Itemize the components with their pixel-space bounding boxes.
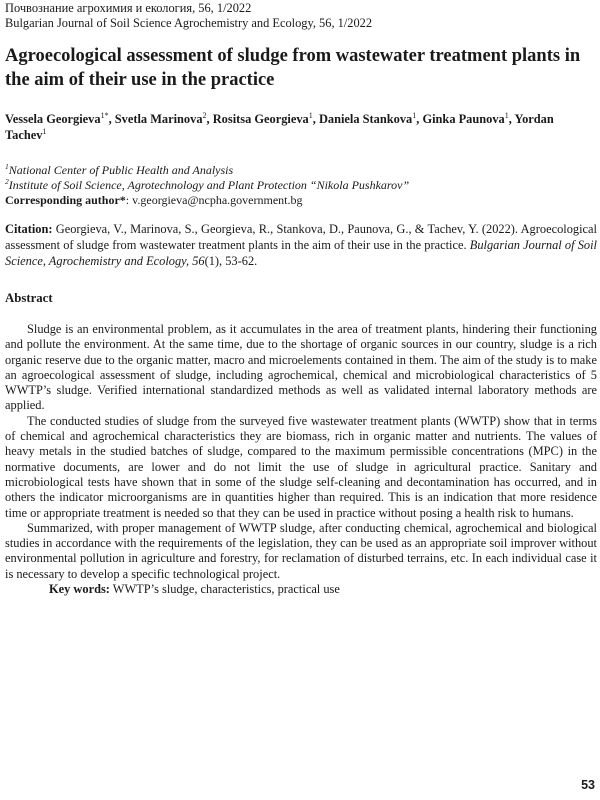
corresponding-author-email[interactable]: v.georgieva@ncpha.government.bg bbox=[132, 193, 303, 207]
page-number: 53 bbox=[581, 778, 595, 792]
citation-label: Citation: bbox=[5, 222, 53, 236]
author-affiliation-mark: 1 bbox=[42, 126, 47, 136]
affiliation-text: Institute of Soil Science, Agrotechnology and Plant Protection “Nikola Pushkarov” bbox=[8, 178, 410, 192]
citation-issue-pages: (1), 53-62. bbox=[204, 254, 258, 268]
article-title: Agroecological assessment of sludge from wastewater treatment plants in the aim of their use in the practice bbox=[5, 46, 581, 90]
keywords-label: Key words: bbox=[49, 582, 110, 597]
affiliation-text: National Center of Public Health and Analysis bbox=[8, 163, 234, 177]
citation-volume: 56 bbox=[192, 254, 205, 268]
author-affiliation-mark: 1 bbox=[504, 110, 509, 120]
affiliation-mark: 1 bbox=[5, 162, 9, 171]
abstract-body bbox=[5, 322, 597, 597]
author-list: Vessela Georgieva$^{1*}$, Svetla Marinova$^2$, Rositsa Georgieva$^1$, Daniela Stankova$^1$, Ginka Paunova$^1$, Yordan Tachev$^1$ bbox=[5, 110, 554, 142]
author-name: Yordan Tachev bbox=[5, 112, 554, 142]
author-name: Ginka Paunova bbox=[422, 112, 505, 126]
keywords-line bbox=[5, 582, 597, 597]
citation-block bbox=[5, 221, 597, 269]
corresponding-author: Corresponding author*: v.georgieva@ncpha.government.bg bbox=[5, 193, 303, 207]
author-affiliation-mark: 1 bbox=[412, 110, 417, 120]
author-name: Svetla Marinova bbox=[114, 112, 203, 126]
abstract-paragraph: Sludge is an environmental problem, as it accumulates in the area of treatment plants, hindering their functioning and pollute the environment. At the same time, due to the shortage of organic sources in our country, sludge is a rich organic reserve due to the organic matter, macro and microelements contained in them. The aim of the study is to make an agroecological assessment of sludge, including agrochemical, chemical and microbiological characteristics of 5 WWTP’s sludge. Verified international standardized methods as well as validated internal laboratory methods are applied. bbox=[5, 322, 597, 413]
author-name: Rositsa Georgieva bbox=[212, 112, 309, 126]
author-name: Daniela Stankova bbox=[318, 112, 413, 126]
keywords-text: WWTP’s sludge, characteristics, practical use bbox=[112, 582, 340, 597]
affiliation-mark: 2 bbox=[5, 177, 9, 186]
running-header-bulgarian: Почвознание агрохимия и екология, 56, 1/2022 bbox=[5, 1, 252, 15]
abstract-heading: Abstract bbox=[5, 291, 53, 305]
running-header-english: Bulgarian Journal of Soil Science Agrochemistry and Ecology, 56, 1/2022 bbox=[5, 16, 373, 30]
abstract-paragraph: Summarized, with proper management of WWTP sludge, after conducting chemical, agrochemical and biological studies in accordance with the requirements of the legislation, they can be used as an appropriate soil improver without environmental pollution in agriculture and forestry, for reclamation of disturbed terrains, etc. In each individual case it is necessary to develop a specific technological project. bbox=[5, 520, 597, 581]
abstract-paragraph: The conducted studies of sludge from the surveyed five wastewater treatment plants (WWTP) show that in terms of chemical and agrochemical characteristics they are biomass, rich in organic matter and nutrients. The values of heavy metals in the studied batches of sludge, compared to the maximum permissible concentrations (MPC) in the normative documents, are lower and do not limit the use of sludge in agricultural practice. Sanitary and microbiological tests have shown that in some of the sludge self-cleaning and decontamination has occurred, and in others the indicator microorganisms are in quantities higher than required. This is an indication that more residence time or appropriate treatment is needed so that they can be used in practice without posing a health risk to humans. bbox=[5, 413, 597, 520]
author-name: Vessela Georgieva bbox=[5, 112, 101, 126]
author-affiliation-mark: 1 bbox=[308, 110, 313, 120]
citation-journal: Bulgarian Journal of Soil Science, Agrochemistry and Ecology, bbox=[5, 238, 597, 268]
affiliation-1 bbox=[5, 163, 233, 178]
author-affiliation-mark: 2 bbox=[202, 110, 207, 120]
author-affiliation-mark: 1* bbox=[100, 110, 109, 120]
citation-text: Georgieva, V., Marinova, S., Georgieva, R., Stankova, D., Paunova, G., & Tachev, Y. (2022). Agroecological assessment of sludge from wastewater treatment plants in the aim of their use in the practice. bbox=[5, 222, 597, 252]
affiliation-2 bbox=[5, 178, 409, 193]
corresponding-author-label: Corresponding author* bbox=[5, 193, 126, 207]
